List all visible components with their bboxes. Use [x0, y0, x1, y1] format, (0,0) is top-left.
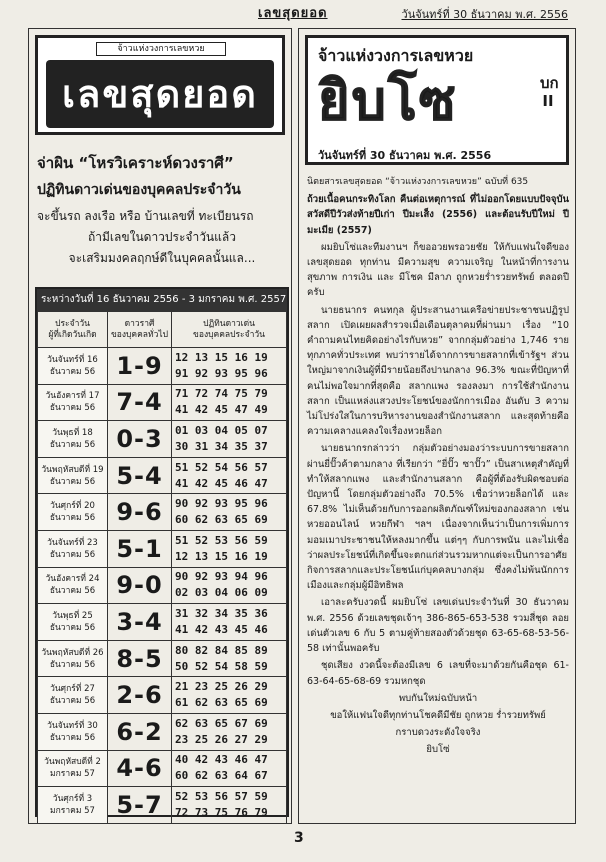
lucky-number-line: 80 82 84 85 89 — [175, 643, 268, 657]
intro-line-1: จะขึ้นรถ ลงเรือ หรือ บ้านเลขที่ ทะเบียนรถ — [37, 209, 254, 223]
article — [307, 175, 569, 760]
brand-subtitle: จ้าวแห่งวงการเลขหวย — [318, 46, 474, 65]
lucky-number-line: 60 62 63 64 67 — [175, 769, 268, 783]
row-star-numbers: 0-3 — [108, 421, 172, 458]
row-lucky-numbers — [172, 677, 287, 714]
header-date: วันจันทร์ที่ 30 ธันวาคม พ.ศ. 2556 — [401, 8, 568, 21]
brand-date: วันจันทร์ที่ 30 ธันวาคม พ.ศ. 2556 — [318, 149, 492, 162]
lucky-number-line: 51 52 53 56 59 — [175, 533, 268, 547]
header-numbers-label: ปฏิทินดาวเด่น ของบุคคลประจำวัน — [193, 318, 265, 340]
lucky-number-line: 02 03 04 06 09 — [175, 586, 268, 600]
lucky-number-line: 31 32 34 35 36 — [175, 606, 268, 620]
headline-subtitle: ปฏิทินดาวเด่นของบุคคลประจำวัน — [37, 182, 241, 198]
lucky-number-line: 52 53 56 57 59 — [175, 789, 268, 803]
logo-wordmark: เลขสุดยอด — [46, 60, 274, 128]
lucky-number-line: 62 63 65 67 69 — [175, 716, 268, 730]
table-row — [38, 494, 287, 531]
logo-tagline: จ้าวแห่งวงการเลขหวย — [96, 42, 226, 56]
intro-line-2: ถ้ามีเลขในดาวประจำวันแล้ว — [88, 230, 236, 244]
lucky-number-line: 23 25 26 27 29 — [175, 732, 268, 746]
astrology-intro — [37, 151, 287, 267]
row-star-numbers: 3-4 — [108, 604, 172, 641]
lucky-number-line: 90 92 93 95 96 — [175, 497, 268, 511]
row-lucky-numbers — [172, 750, 287, 787]
header-day-label: ประจำวัน ผู้ที่เกิดวันเกิด — [48, 318, 97, 340]
row-day: วันจันทร์ที่ 16 ธันวาคม 56 — [38, 348, 108, 385]
table-header-row — [38, 312, 287, 348]
lucky-number-line: 30 31 34 35 37 — [175, 439, 268, 453]
row-day: วันศุกร์ที่ 27 ธันวาคม 56 — [38, 677, 108, 714]
header-day — [38, 312, 108, 348]
row-day: วันจันทร์ที่ 30 ธันวาคม 56 — [38, 713, 108, 750]
article-meta: นิตยสารเลขสุดยอด “จ้าวแห่งวงการเลขหวย” ฉบับที่ 635 — [307, 177, 529, 187]
left-logo-box — [35, 35, 285, 135]
lucky-number-line: 91 92 93 95 96 — [175, 366, 268, 380]
closing-line-3: กราบดวงระดังใจจริง — [395, 727, 481, 739]
row-day: วันจันทร์ที่ 23 ธันวาคม 56 — [38, 530, 108, 567]
table-row — [38, 530, 287, 567]
lucky-number-line: 40 42 43 46 47 — [175, 753, 268, 767]
article-paragraph-3: นายธนากรกล่าวว่า กลุ่มตัวอย่างมองว่าระบบการขายสลากผ่านยี่ปั๊วค้าตามกลาง ที่เรียกว่า “ยี่ปั๊ว ซาปั๊ว” เป็นสาเหตุสำคัญที่ทำให้สลากแพง และสำนักงานสลาก คือผู้ที่ต้องรับผิดชอบต่อปัญหานี้ โดยกลุ่มตัวอย่างถึง 70.5% เชื่อว่าหวยล็อกได้ และ 67.8% ไม่เห็นด้วยกับการออกผลิตภัณฑ์ใหม่ของกองสลาก เช่น หวยออนไลน์ หวยกีฬา ฯลฯ เนื่องจากเห็นว่าเป็นการเพิ่มการมอมเมาประชาชนให้หลงมากขึ้น แต่ๆๆ กับการพนัน และไม่เชื่อว่าผลประโยชน์ที่เกิดขึ้นจะตกแก่ส่วนรวมหากแต่จะเป็นการอาศัยกิจการสลากและประโยชน์แก่บุคคลบางกลุ่ม ซึ่งคงไม่พ้นนักการเมืองและกลุ่มผู้มีอิทธิพล — [307, 443, 569, 592]
header-numbers — [172, 312, 287, 348]
lucky-number-line: 90 92 93 94 96 — [175, 570, 268, 584]
row-day: วันพุธที่ 18 ธันวาคม 56 — [38, 421, 108, 458]
closing-line-2: ขอให้แฟนใจดีทุกท่านโชคดีมีชัย ถูกหวย ร่ำรวยทรัพย์ — [330, 709, 546, 721]
article-paragraph-4: เอาละครับงวดนี้ ผมยิบโซ่ เลขเด่นประจำวันที่ 30 ธันวาคม พ.ศ. 2556 ด้วยเลขชุดเจ้าๆ 386-865-653-538 รวมสี่ชุด ลอยเด่นตัวเลข 6 กับ 5 ตามคู่ท้ายสองตัวด้วยชุด 63-65-68-53-56-58 เท่านั้นพอครับ — [307, 597, 569, 655]
row-lucky-numbers — [172, 604, 287, 641]
row-lucky-numbers — [172, 494, 287, 531]
row-star-numbers: 5-1 — [108, 530, 172, 567]
row-star-numbers: 9-6 — [108, 494, 172, 531]
table-row — [38, 750, 287, 787]
left-column — [28, 28, 292, 824]
row-star-numbers: 6-2 — [108, 713, 172, 750]
lucky-number-line: 51 52 54 56 57 — [175, 460, 268, 474]
table-row — [38, 787, 287, 824]
row-day: วันพฤหัสบดีที่ 26 ธันวาคม 56 — [38, 640, 108, 677]
page-number: 3 — [294, 830, 304, 846]
closing-line-1: พบกันใหม่ฉบับหน้า — [398, 692, 478, 704]
top-header — [30, 2, 570, 24]
row-star-numbers: 7-4 — [108, 384, 172, 421]
row-lucky-numbers — [172, 713, 287, 750]
lucky-number-line: 60 62 63 65 69 — [175, 513, 268, 527]
row-day: วันพฤหัสบดีที่ 2 มกราคม 57 — [38, 750, 108, 787]
table-row — [38, 677, 287, 714]
headline-title: จ่าผิน “โหรวิเคราะห์ดวงราศี” — [37, 154, 234, 172]
article-paragraph-5: ชุดเสียง งวดนี้จะต้องมีเลข 6 เลขที่จะมาด้วยกันคือชุด 61-63-64-65-68-69 รวมหกชุด — [307, 660, 569, 687]
table-row — [38, 421, 287, 458]
row-lucky-numbers — [172, 530, 287, 567]
table-row — [38, 348, 287, 385]
lucky-number-line: 41 42 43 45 46 — [175, 622, 268, 636]
row-star-numbers: 8-5 — [108, 640, 172, 677]
article-paragraph-2: นายธนากร คนทกุล ผู้ประสานงานเครือข่ายประชาชนปฏิรูปสลาก เปิดเผยผลสำรวจเมื่อเดือนตุลาคมที่ผ่านมา เรื่อง “10 คำถามคนไทยคิดอย่างไรกับหวย” จากกลุ่มตัวอย่าง 1,746 ราย ทุกภาคทั่วประเทศ พบว่ารายได้จากการขายสลากที่เข้ารัฐฯ ส่วนใหญ่มาจากเงินผู้ที่มีรายน้อยถึงปานกลาง 96.3% ขณะที่ปัญหาที่คนไม่พอใจมากที่สุดคือ สลากแพง รองลงมา การใช้สำนักงานสลาก เป็นแหล่งแสวงประโยชน์ของนักการเมือง อันดับ 3 ความไม่โปร่งใสในการบริหารงานของสำนักงานสลาก และสุดท้ายคือความเคลางแคลงใจเรื่องหวยล็อก — [307, 304, 569, 438]
row-lucky-numbers — [172, 421, 287, 458]
row-day: วันพุธที่ 25 ธันวาคม 56 — [38, 604, 108, 641]
article-lead: ถ้วยเนื้อคนกระทิงโลก คืนต่อเหตุการณ์ ที่ไม่ออกโดยแบบปัจจุบัน สวัสดีปีวัวส่งท้ายปีเก่า ปีมะเส็ง (2556) และต้อนรับปีใหม่ ปีมะเมีย (2557) — [307, 194, 569, 236]
table-row — [38, 567, 287, 604]
row-day: วันศุกร์ที่ 3 มกราคม 57 — [38, 787, 108, 824]
lucky-number-line: 21 23 25 26 29 — [175, 680, 268, 694]
row-lucky-numbers — [172, 348, 287, 385]
row-lucky-numbers — [172, 640, 287, 677]
lucky-number-line: 50 52 54 58 59 — [175, 659, 268, 673]
lucky-number-line: 61 62 63 65 69 — [175, 696, 268, 710]
brand-box — [305, 35, 569, 165]
table-title: ระหว่างวันที่ 16 ธันวาคม 2556 - 3 มกราคม พ.ศ. 2557 — [37, 289, 287, 311]
intro-line-3: จะเสริมมงคลฤกษ์ดีในบุคคลนั้นแล... — [68, 251, 256, 265]
row-star-numbers: 4-6 — [108, 750, 172, 787]
row-star-numbers: 9-0 — [108, 567, 172, 604]
lucky-table — [37, 311, 287, 824]
lucky-number-line: 01 03 04 05 07 — [175, 423, 268, 437]
article-paragraph-1: ผมยิบโซ่และทีมงานฯ ก็ขออวยพรอวยชัย ให้กับแฟนใจดีของ เลขสุดยอด ทุกท่าน มีความสุข ความเจริญ ในหน้าที่การงาน สุขภาพ การเงิน และ มีโชค มีลาภ ถูกหวยร่ำรวยทรัพย์ ตลอดปีครับ — [307, 241, 569, 299]
closing-signature: ยิบโซ่ — [426, 744, 450, 756]
row-day: วันพฤหัสบดีที่ 19 ธันวาคม 56 — [38, 457, 108, 494]
masthead-title: เลขสุดยอด — [258, 6, 328, 21]
row-star-numbers: 5-7 — [108, 787, 172, 824]
row-star-numbers: 2-6 — [108, 677, 172, 714]
row-star-numbers: 1-9 — [108, 348, 172, 385]
row-day: วันศุกร์ที่ 20 ธันวาคม 56 — [38, 494, 108, 531]
lucky-number-table — [35, 287, 289, 817]
row-star-numbers: 5-4 — [108, 457, 172, 494]
lucky-number-line: 12 13 15 16 19 — [175, 350, 268, 364]
row-lucky-numbers — [172, 384, 287, 421]
table-row — [38, 640, 287, 677]
table-row — [38, 384, 287, 421]
lucky-number-line: 12 13 15 16 19 — [175, 549, 268, 563]
header-star-label: ดาวราศี ของบุคคลทั่วไป — [110, 318, 169, 340]
row-day: วันอังคารที่ 17 ธันวาคม 56 — [38, 384, 108, 421]
row-lucky-numbers — [172, 457, 287, 494]
lucky-number-line: 41 42 45 47 49 — [175, 403, 268, 417]
lucky-number-line: 41 42 45 46 47 — [175, 476, 268, 490]
right-column — [298, 28, 576, 824]
table-row — [38, 457, 287, 494]
table-body — [38, 348, 287, 824]
brand-side-label: บก II — [540, 74, 559, 110]
lucky-number-line: 72 73 75 76 79 — [175, 805, 268, 819]
header-star — [108, 312, 172, 348]
lucky-number-line: 71 72 74 75 79 — [175, 387, 268, 401]
table-row — [38, 604, 287, 641]
row-day: วันอังคารที่ 24 ธันวาคม 56 — [38, 567, 108, 604]
row-lucky-numbers — [172, 567, 287, 604]
brand-wordmark: ยิบโซ — [318, 69, 458, 132]
row-lucky-numbers — [172, 787, 287, 824]
table-row — [38, 713, 287, 750]
